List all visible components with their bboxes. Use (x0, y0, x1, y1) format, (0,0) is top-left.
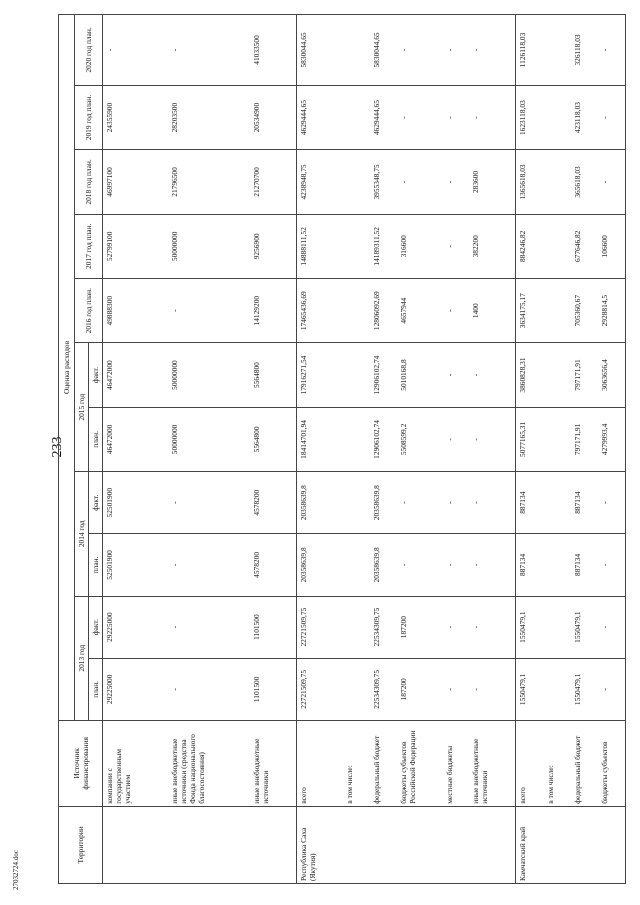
value-cell: - (443, 214, 470, 278)
value-cell: 5830044,65 (297, 15, 344, 86)
value-cell: - (469, 596, 516, 658)
territory-cell: Камчатский край (516, 806, 544, 883)
value-cell: 18414701,94 (297, 407, 344, 471)
value-cell (544, 343, 571, 407)
value-cell (343, 534, 370, 596)
value-cell (343, 214, 370, 278)
value-cell: 1126118,03 (516, 15, 544, 86)
value-cell: - (598, 15, 626, 86)
source-cell: в том числе: (343, 720, 370, 806)
value-cell: 12906102,74 (370, 407, 397, 471)
value-cell: - (443, 279, 470, 343)
value-cell: - (168, 472, 251, 534)
header-year-2015: 2015 год (75, 343, 89, 472)
territory-cell (544, 806, 571, 883)
value-cell: 20358639,8 (297, 472, 344, 534)
source-cell: всего (297, 720, 344, 806)
value-cell (544, 85, 571, 149)
table-row (544, 15, 571, 884)
value-cell: 1623118,03 (516, 85, 544, 149)
value-cell: 1550479,1 (516, 596, 544, 658)
value-cell: - (168, 534, 251, 596)
value-cell: - (598, 658, 626, 720)
value-cell (343, 85, 370, 149)
value-cell (343, 279, 370, 343)
value-cell: 677646,82 (571, 214, 598, 278)
table-row (370, 15, 397, 884)
value-cell: 20534900 (250, 85, 297, 149)
value-cell: 5564800 (250, 407, 297, 471)
value-cell: 1550479,1 (571, 596, 598, 658)
value-cell: - (469, 407, 516, 471)
rotated-table-container (58, 14, 626, 884)
value-cell: 14129200 (250, 279, 297, 343)
value-cell: - (598, 534, 626, 596)
value-cell: 22721509,75 (297, 596, 344, 658)
value-cell: 41033500 (250, 15, 297, 86)
value-cell: 5508599,2 (397, 407, 442, 471)
value-cell: 29225000 (103, 658, 168, 720)
value-cell: - (168, 15, 251, 86)
value-cell: 326118,03 (571, 15, 598, 86)
value-cell: - (168, 279, 251, 343)
value-cell (343, 658, 370, 720)
source-cell: местные бюджеты (443, 720, 470, 806)
value-cell: 4578200 (250, 534, 297, 596)
value-cell: 382200 (469, 214, 516, 278)
value-cell: 50000000 (168, 343, 251, 407)
value-cell (343, 343, 370, 407)
value-cell: 1365618,03 (516, 150, 544, 214)
source-cell: иные внебюджетные источники (средства Фонда национального благосостояния) (168, 720, 251, 806)
value-cell: - (397, 150, 442, 214)
value-cell: - (168, 596, 251, 658)
value-cell: 283600 (469, 150, 516, 214)
header-plan: план. (89, 534, 103, 596)
value-cell: 3955348,75 (370, 150, 397, 214)
value-cell: 887134 (516, 472, 544, 534)
value-cell: 3063656,4 (598, 343, 626, 407)
value-cell: 12906102,74 (370, 343, 397, 407)
value-cell: - (443, 343, 470, 407)
value-cell: 887134 (516, 534, 544, 596)
table-row (168, 15, 251, 884)
value-cell: 9256900 (250, 214, 297, 278)
source-cell: иные внебюджетные источники (250, 720, 297, 806)
value-cell: - (168, 658, 251, 720)
value-cell: - (469, 15, 516, 86)
value-cell: 4629444,65 (297, 85, 344, 149)
table-row (598, 15, 626, 884)
source-cell: федеральный бюджет (571, 720, 598, 806)
territory-cell (343, 806, 370, 883)
territory-cell (571, 806, 598, 883)
header-plan: план. (89, 658, 103, 720)
value-cell (544, 279, 571, 343)
value-cell: 1101500 (250, 596, 297, 658)
value-cell: 52501900 (103, 534, 168, 596)
value-cell: 4279993,4 (598, 407, 626, 471)
table-row (516, 15, 544, 884)
header-fact: факт. (89, 343, 103, 407)
source-cell: федеральный бюджет (370, 720, 397, 806)
header-year-2019: 2019 год план. (75, 85, 103, 149)
value-cell (544, 472, 571, 534)
source-cell: компании с государственным участием (103, 720, 168, 806)
table-row (571, 15, 598, 884)
value-cell: - (103, 15, 168, 86)
source-cell: иные внебюджетные источники (469, 720, 516, 806)
value-cell: - (397, 15, 442, 86)
value-cell: 5010168,8 (397, 343, 442, 407)
document-id: 27032724.doc (12, 850, 20, 890)
value-cell: 17465436,69 (297, 279, 344, 343)
territory-cell: Республика Саха (Якутия) (297, 806, 344, 883)
value-cell: - (443, 85, 470, 149)
value-cell: 365618,03 (571, 150, 598, 214)
header-year-2018: 2018 год план. (75, 150, 103, 214)
value-cell: 46472000 (103, 407, 168, 471)
table-row (103, 15, 168, 884)
value-cell: - (598, 150, 626, 214)
value-cell: 49888300 (103, 279, 168, 343)
header-year-2016: 2016 год план. (75, 279, 103, 343)
value-cell: 5830044,65 (370, 15, 397, 86)
value-cell: 5077165,31 (516, 407, 544, 471)
value-cell (343, 472, 370, 534)
value-cell: - (443, 596, 470, 658)
header-year-2017: 2017 год план. (75, 214, 103, 278)
value-cell: 4238948,75 (297, 150, 344, 214)
value-cell: 887134 (571, 472, 598, 534)
value-cell (343, 15, 370, 86)
territory-cell (397, 806, 442, 883)
value-cell: 4578200 (250, 472, 297, 534)
value-cell: 28203500 (168, 85, 251, 149)
value-cell: 797171,91 (571, 407, 598, 471)
table-row (297, 15, 344, 884)
value-cell (544, 150, 571, 214)
value-cell: 20358639,8 (370, 534, 397, 596)
value-cell: 21270700 (250, 150, 297, 214)
value-cell: 1400 (469, 279, 516, 343)
value-cell (343, 150, 370, 214)
value-cell: 3634175,17 (516, 279, 544, 343)
territory-cell (469, 806, 516, 883)
table-row (397, 15, 442, 884)
value-cell (544, 658, 571, 720)
value-cell: 29225000 (103, 596, 168, 658)
value-cell: - (469, 343, 516, 407)
value-cell: - (469, 472, 516, 534)
page-number: 233 (50, 436, 65, 458)
value-cell: 20358639,8 (370, 472, 397, 534)
source-cell: всего (516, 720, 544, 806)
table-row (343, 15, 370, 884)
value-cell: 24355900 (103, 85, 168, 149)
value-cell: 50000000 (168, 407, 251, 471)
value-cell: 52799100 (103, 214, 168, 278)
value-cell: 12806092,69 (370, 279, 397, 343)
value-cell: 3860828,31 (516, 343, 544, 407)
value-cell: 887134 (571, 534, 598, 596)
table-row (443, 15, 470, 884)
source-cell: бюджеты субъектов Российской Федерации (397, 720, 442, 806)
value-cell: 21796500 (168, 150, 251, 214)
header-fact: факт. (89, 596, 103, 658)
header-estimate: Оценка расходов (59, 15, 75, 721)
header-year-2020: 2020 год план. (75, 15, 103, 86)
header-year-2014: 2014 год (75, 472, 89, 596)
value-cell (544, 214, 571, 278)
table-row (250, 15, 297, 884)
value-cell: 22534309,75 (370, 596, 397, 658)
value-cell: 187200 (397, 658, 442, 720)
territory-cell (103, 806, 168, 883)
value-cell: 1550479,1 (571, 658, 598, 720)
source-cell: в том числе: (544, 720, 571, 806)
value-cell: 5564800 (250, 343, 297, 407)
value-cell: - (443, 534, 470, 596)
value-cell: 14189311,52 (370, 214, 397, 278)
value-cell: 797171,91 (571, 343, 598, 407)
territory-cell (168, 806, 251, 883)
value-cell: - (443, 472, 470, 534)
value-cell: 14888111,52 (297, 214, 344, 278)
value-cell: 4657944 (397, 279, 442, 343)
value-cell: 1550479,1 (516, 658, 544, 720)
value-cell: 106600 (598, 214, 626, 278)
value-cell: - (397, 472, 442, 534)
value-cell: 705360,67 (571, 279, 598, 343)
value-cell: 2928814,5 (598, 279, 626, 343)
value-cell (544, 534, 571, 596)
value-cell: - (598, 472, 626, 534)
value-cell: 22721509,75 (297, 658, 344, 720)
value-cell: - (469, 658, 516, 720)
value-cell: 187200 (397, 596, 442, 658)
value-cell: - (469, 534, 516, 596)
header-source: Источник финансирования (59, 720, 103, 806)
value-cell: 46997100 (103, 150, 168, 214)
value-cell: 1101500 (250, 658, 297, 720)
value-cell: - (443, 658, 470, 720)
territory-cell (370, 806, 397, 883)
value-cell: 22534309,75 (370, 658, 397, 720)
value-cell: 4629444,65 (370, 85, 397, 149)
value-cell: - (598, 85, 626, 149)
value-cell: 20358639,8 (297, 534, 344, 596)
value-cell: 17916271,54 (297, 343, 344, 407)
header-territory: Территории (59, 806, 103, 883)
territory-cell (250, 806, 297, 883)
header-plan: план. (89, 407, 103, 471)
value-cell: 423118,03 (571, 85, 598, 149)
territory-cell (598, 806, 626, 883)
value-cell: - (469, 85, 516, 149)
value-cell: - (443, 150, 470, 214)
territory-cell (443, 806, 470, 883)
header-fact: факт. (89, 472, 103, 534)
value-cell: 316600 (397, 214, 442, 278)
value-cell: 46472000 (103, 343, 168, 407)
table-body (103, 15, 626, 884)
value-cell: - (443, 407, 470, 471)
table-row (469, 15, 516, 884)
source-cell: бюджеты субъектов (598, 720, 626, 806)
value-cell (544, 407, 571, 471)
value-cell: - (397, 85, 442, 149)
value-cell: - (397, 534, 442, 596)
value-cell: - (443, 15, 470, 86)
value-cell: 52501900 (103, 472, 168, 534)
value-cell (343, 596, 370, 658)
expenditure-table (58, 14, 626, 884)
header-year-2013: 2013 год (75, 596, 89, 720)
value-cell (544, 15, 571, 86)
value-cell (544, 596, 571, 658)
value-cell: - (598, 596, 626, 658)
value-cell (343, 407, 370, 471)
value-cell: 884246,82 (516, 214, 544, 278)
value-cell: 50000000 (168, 214, 251, 278)
